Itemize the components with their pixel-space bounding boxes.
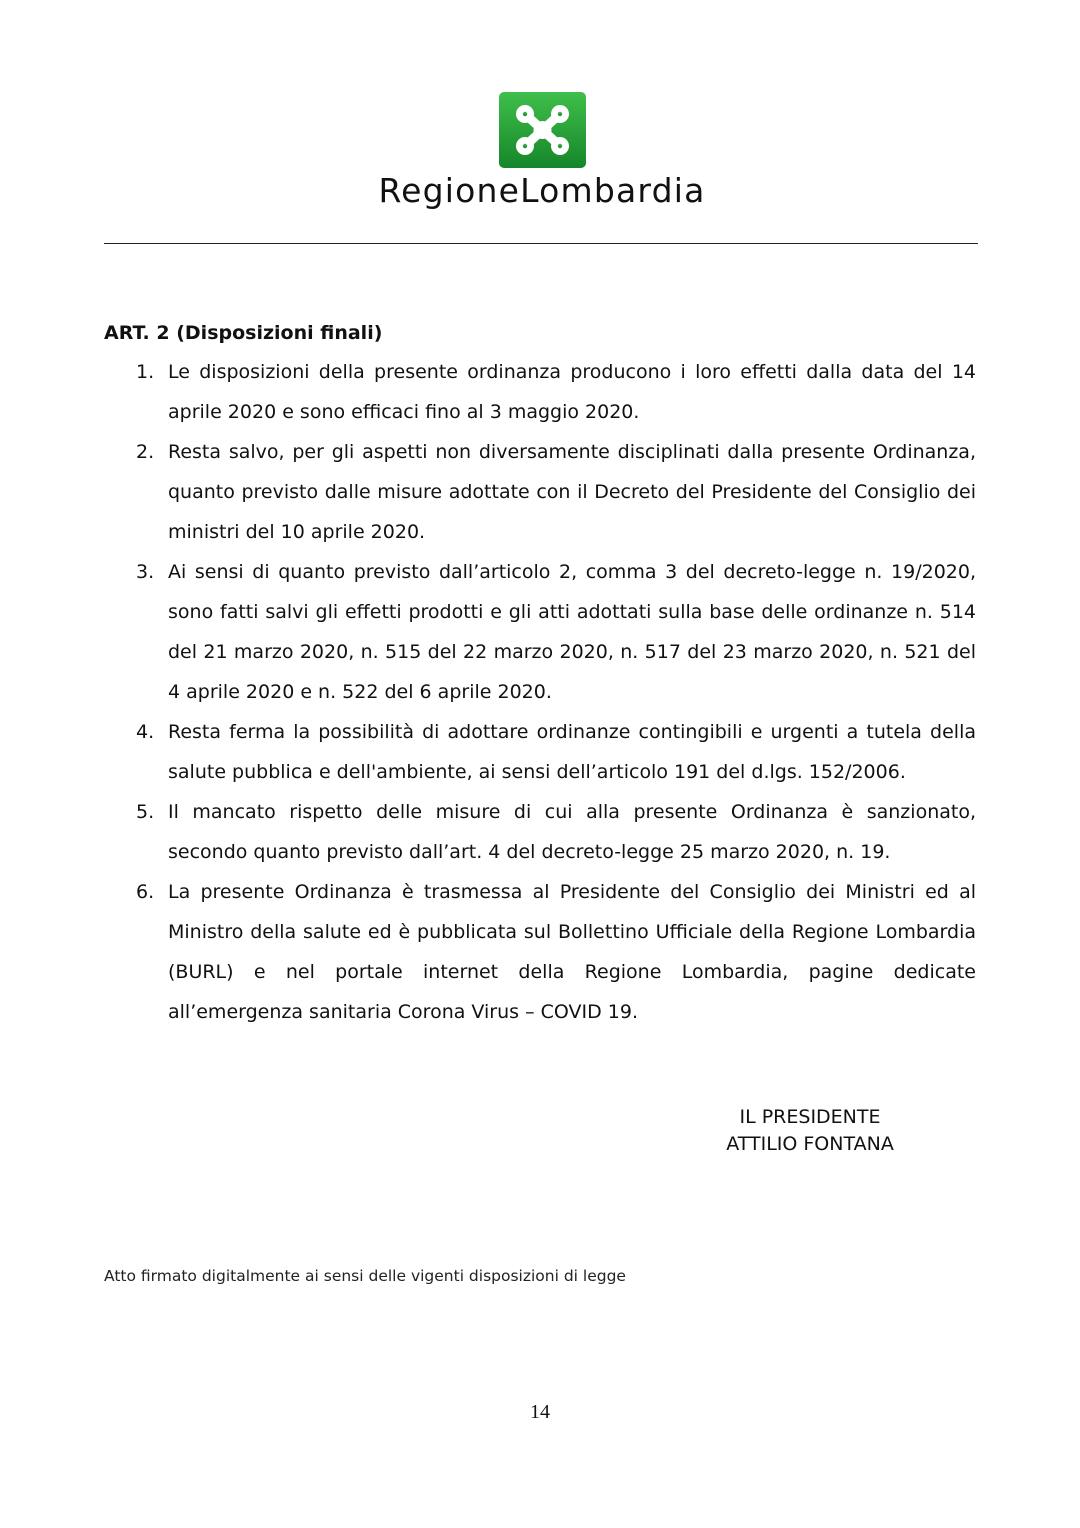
list-item bbox=[104, 712, 976, 792]
item-text: Le disposizioni della presente ordinanza producono i loro effetti dalla data del 14 aprile 2020 e sono efficaci fino al 3 maggio 2020. bbox=[168, 361, 976, 423]
item-text: Il mancato rispetto delle misure di cui alla presente Ordinanza è sanzionato, secondo quanto previsto dall’art. 4 del decreto-legge 25 marzo 2020, n. 19. bbox=[168, 801, 976, 863]
item-number: 1. bbox=[136, 361, 155, 383]
article-items-list bbox=[104, 352, 976, 1032]
list-item bbox=[104, 792, 976, 872]
item-number: 2. bbox=[136, 441, 155, 463]
article-title: ART. 2 (Disposizioni finali) bbox=[104, 322, 383, 344]
signatory-role: IL PRESIDENTE bbox=[739, 1106, 881, 1128]
regione-lombardia-logo-icon bbox=[499, 92, 586, 168]
page-number: 14 bbox=[530, 1401, 550, 1423]
item-number: 3. bbox=[136, 561, 155, 583]
item-number: 4. bbox=[136, 721, 155, 743]
list-item bbox=[104, 432, 976, 552]
header-divider bbox=[104, 243, 978, 244]
digital-signature-note: Atto firmato digitalmente ai sensi delle vigenti disposizioni di legge bbox=[104, 1267, 626, 1285]
item-text: Ai sensi di quanto previsto dall’articolo 2, comma 3 del decreto-legge n. 19/2020, sono fatti salvi gli effetti prodotti e gli atti adottati sulla base delle ordinanze n. 514 del 21 marzo 2020, n. 515 del 22 marzo 2020, n. 517 del 23 marzo 2020, n. 521 del 4 aprile 2020 e n. 522 del 6 aprile 2020. bbox=[168, 561, 976, 703]
item-text: Resta ferma la possibilità di adottare ordinanze contingibili e urgenti a tutela della salute pubblica e dell'ambiente, ai sensi dell’articolo 191 del d.lgs. 152/2006. bbox=[168, 721, 976, 783]
logo-wordmark: RegioneLombardia bbox=[378, 171, 706, 210]
signature-block bbox=[690, 1104, 930, 1158]
list-item bbox=[104, 872, 976, 1032]
signatory-name: ATTILIO FONTANA bbox=[726, 1133, 894, 1155]
item-text: Resta salvo, per gli aspetti non diversamente disciplinati dalla presente Ordinanza, quanto previsto dalle misure adottate con il Decreto del Presidente del Consiglio dei ministri del 10 aprile 2020. bbox=[168, 441, 976, 543]
item-number: 5. bbox=[136, 801, 155, 823]
list-item bbox=[104, 352, 976, 432]
item-text: La presente Ordinanza è trasmessa al Presidente del Consiglio dei Ministri ed al Ministro della salute ed è pubblicata sul Bollettino Ufficiale della Regione Lombardia (BURL) e nel portale internet della Regione Lombardia, pagine dedicate all’emergenza sanitaria Corona Virus – COVID 19. bbox=[168, 881, 976, 1023]
list-item bbox=[104, 552, 976, 712]
item-number: 6. bbox=[136, 881, 155, 903]
